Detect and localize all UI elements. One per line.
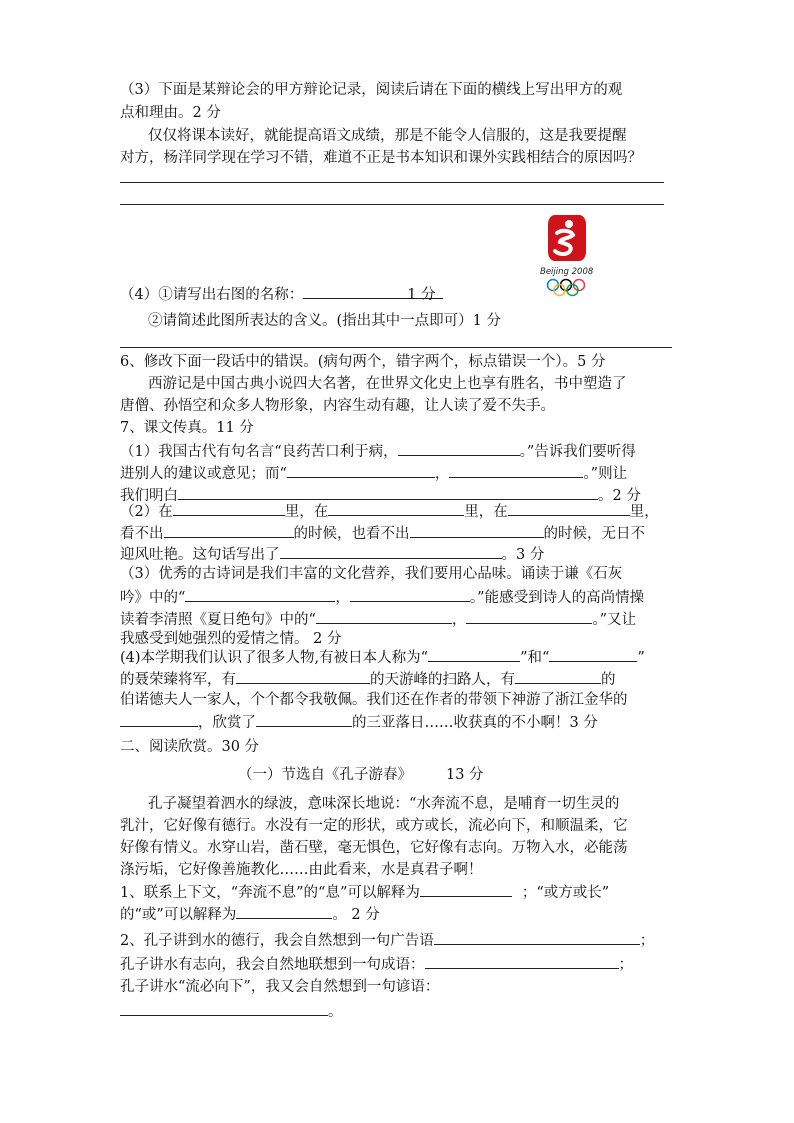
passage-line3: 好像有情义。水穿山岩，凿石壁，毫无惧色，它好像有志向。万物入水，必能荡 [120,840,628,856]
q7-s2-blank-4[interactable] [164,522,294,538]
q3-answer-line-1[interactable] [120,182,664,183]
q3-quote-line1: 仅仅将课本读好，就能提高语文成绩，那是不能令人信服的，这是我要提醒 [148,128,627,144]
q4-line2: ②请简述此图所表达的含义。(指出其中一点即可）1 分 [148,313,501,329]
q4-score: 1 分 [407,287,436,303]
q7-s2-line1: （2）在 里，在 里，在 里， [120,500,659,522]
reading1-title: （一）节选自《孔子游春》 13 分 [238,767,484,783]
q3-quote-line2: 对方，杨洋同学现在学习不错，难道不正是书本知识和课外实践相结合的原因吗？ [120,150,642,166]
q7-s2-blank-1[interactable] [173,500,285,516]
q7-s4-blank-1[interactable] [428,646,520,662]
q7-s2-line3: 迎风吐艳。这句话写出了 。3 分 [120,543,544,565]
q7-s4-blank-5[interactable] [120,711,198,727]
q7-s4-blank-2[interactable] [549,646,637,662]
q7-s2-blank-5[interactable] [410,522,544,538]
q7-s2-blank-3[interactable] [508,500,630,516]
q7-s1-blank-3[interactable] [449,462,583,478]
reading1-q1-line2: 的“或”可以解释为 。 2 分 [120,903,380,925]
q7-s3-blank-1[interactable] [185,586,335,602]
reading1-q2-blank-3[interactable] [120,1000,328,1016]
reading1-q1-blank-2[interactable] [236,903,332,919]
reading1-q2-line1: 2、孔子讲到水的德行，我会自然想到一句广告语 ； [120,929,654,951]
reading1-q2-line2: 孔子讲水有志向，我会自然地联想到一句成语： ； [120,953,633,975]
reading1-q2-blank-2[interactable] [425,953,619,969]
q3-line1: （3）下面是某辩论会的甲方辩论记录，阅读后请在下面的横线上写出甲方的观 [120,82,623,98]
section2-title: 二、阅读欣赏。30 分 [120,739,260,755]
q7-s4-blank-4[interactable] [515,668,601,684]
q6-title: 6、修改下面一段话中的错误。(病句两个，错字两个，标点错误一个）。5 分 [120,354,606,370]
q7-s3-line2: 吟》中的“ ， 。”能感受到诗人的高尚情操 [120,586,644,608]
q7-s3-line1: （3）优秀的古诗词是我们丰富的文化营养，我们要用心品味。诵读于谦《石灰 [120,566,623,582]
q7-s4-line4: ，欣赏了 的三亚落日……收获真的不小啊！3 分 [120,711,598,733]
q7-s2-blank-2[interactable] [328,500,464,516]
q3-answer-line-2[interactable] [120,204,664,205]
reading1-q2-blank-1[interactable] [434,929,640,945]
q3-line2: 点和理由。2 分 [120,105,221,121]
beijing-2008-olympic-emblem [533,211,603,301]
q7-s3-blank-4[interactable] [466,608,592,624]
q7-s1-blank-4[interactable] [178,484,598,500]
q4-answer-line[interactable] [120,347,672,348]
emblem-caption: Beijing 2008 [540,267,594,277]
q4-line1: （4）①请写出右图的名称： 1 分 [120,283,472,305]
q7-s4-blank-6[interactable] [256,711,352,727]
q7-s3-line4: 我感受到她强烈的爱情之情。 2 分 [120,631,342,647]
q7-s1-blank-1[interactable] [398,440,520,456]
q7-s3-blank-3[interactable] [316,608,452,624]
q6-text-line1: 西游记是中国古典小说四大名著，在世界文化史上也享有胜名，书中塑造了 [148,376,627,392]
passage-line2: 乳汁，它好像有德行。水没有一定的形状，或方或长，流必向下，和顺温柔，它 [120,818,628,834]
q6-text-line2: 唐僧、孙悟空和众多人物形象，内容生动有趣，让人读了爱不失手。 [120,398,555,414]
q7-s4-line3: 伯诺德夫人一家人，个个都令我敬佩。我们还在作者的带领下神游了浙江金华的 [120,692,628,708]
olympic-emblem-icon [533,211,603,301]
q7-s4-line2: 的聂荣臻将军，有 的天游峰的扫路人，有 的 [120,668,616,690]
q7-s1-line1: （1）我国古代有句名言“良药苦口利于病， 。”告诉我们要听得 [120,440,636,462]
q7-s2-blank-6[interactable] [280,543,502,559]
q7-s3-line3: 读着李清照《夏日绝句》中的“ ， 。”又让 [120,608,636,630]
reading1-q2-line4: 。 [120,1000,343,1022]
q7-s4-blank-3[interactable] [236,668,370,684]
reading1-q1-line1: 1、联系上下文，“奔流不息”的“息”可以解释为 ；“或方或长” [120,881,609,903]
q7-s1-blank-2[interactable] [287,462,435,478]
q7-title: 7、课文传真。11 分 [120,420,254,436]
q7-s3-blank-2[interactable] [350,586,470,602]
passage-line1: 孔子凝望着泗水的绿波，意味深长地说：“水奔流不息，是哺育一切生灵的 [148,796,620,812]
passage-line4: 涤污垢，它好像善施教化……由此看来，水是真君子啊！ [120,862,483,878]
q7-s2-line2: 看不出 的时候，也看不出 的时候，无日不 [120,522,645,544]
reading1-q2-line3: 孔子讲水“流必向下”，我又会自然想到一句谚语： [120,979,440,995]
q7-s1-line2: 进别人的建议或意见；而“ ， 。”则让 [120,462,627,484]
q7-s1-line3: 我们明白 。2 分 [120,484,641,506]
q7-s4-line1: (4)本学期我们认识了很多人物,有被日本人称为“ ”和“ ” [120,646,645,668]
reading1-q1-blank-1[interactable] [420,881,512,897]
